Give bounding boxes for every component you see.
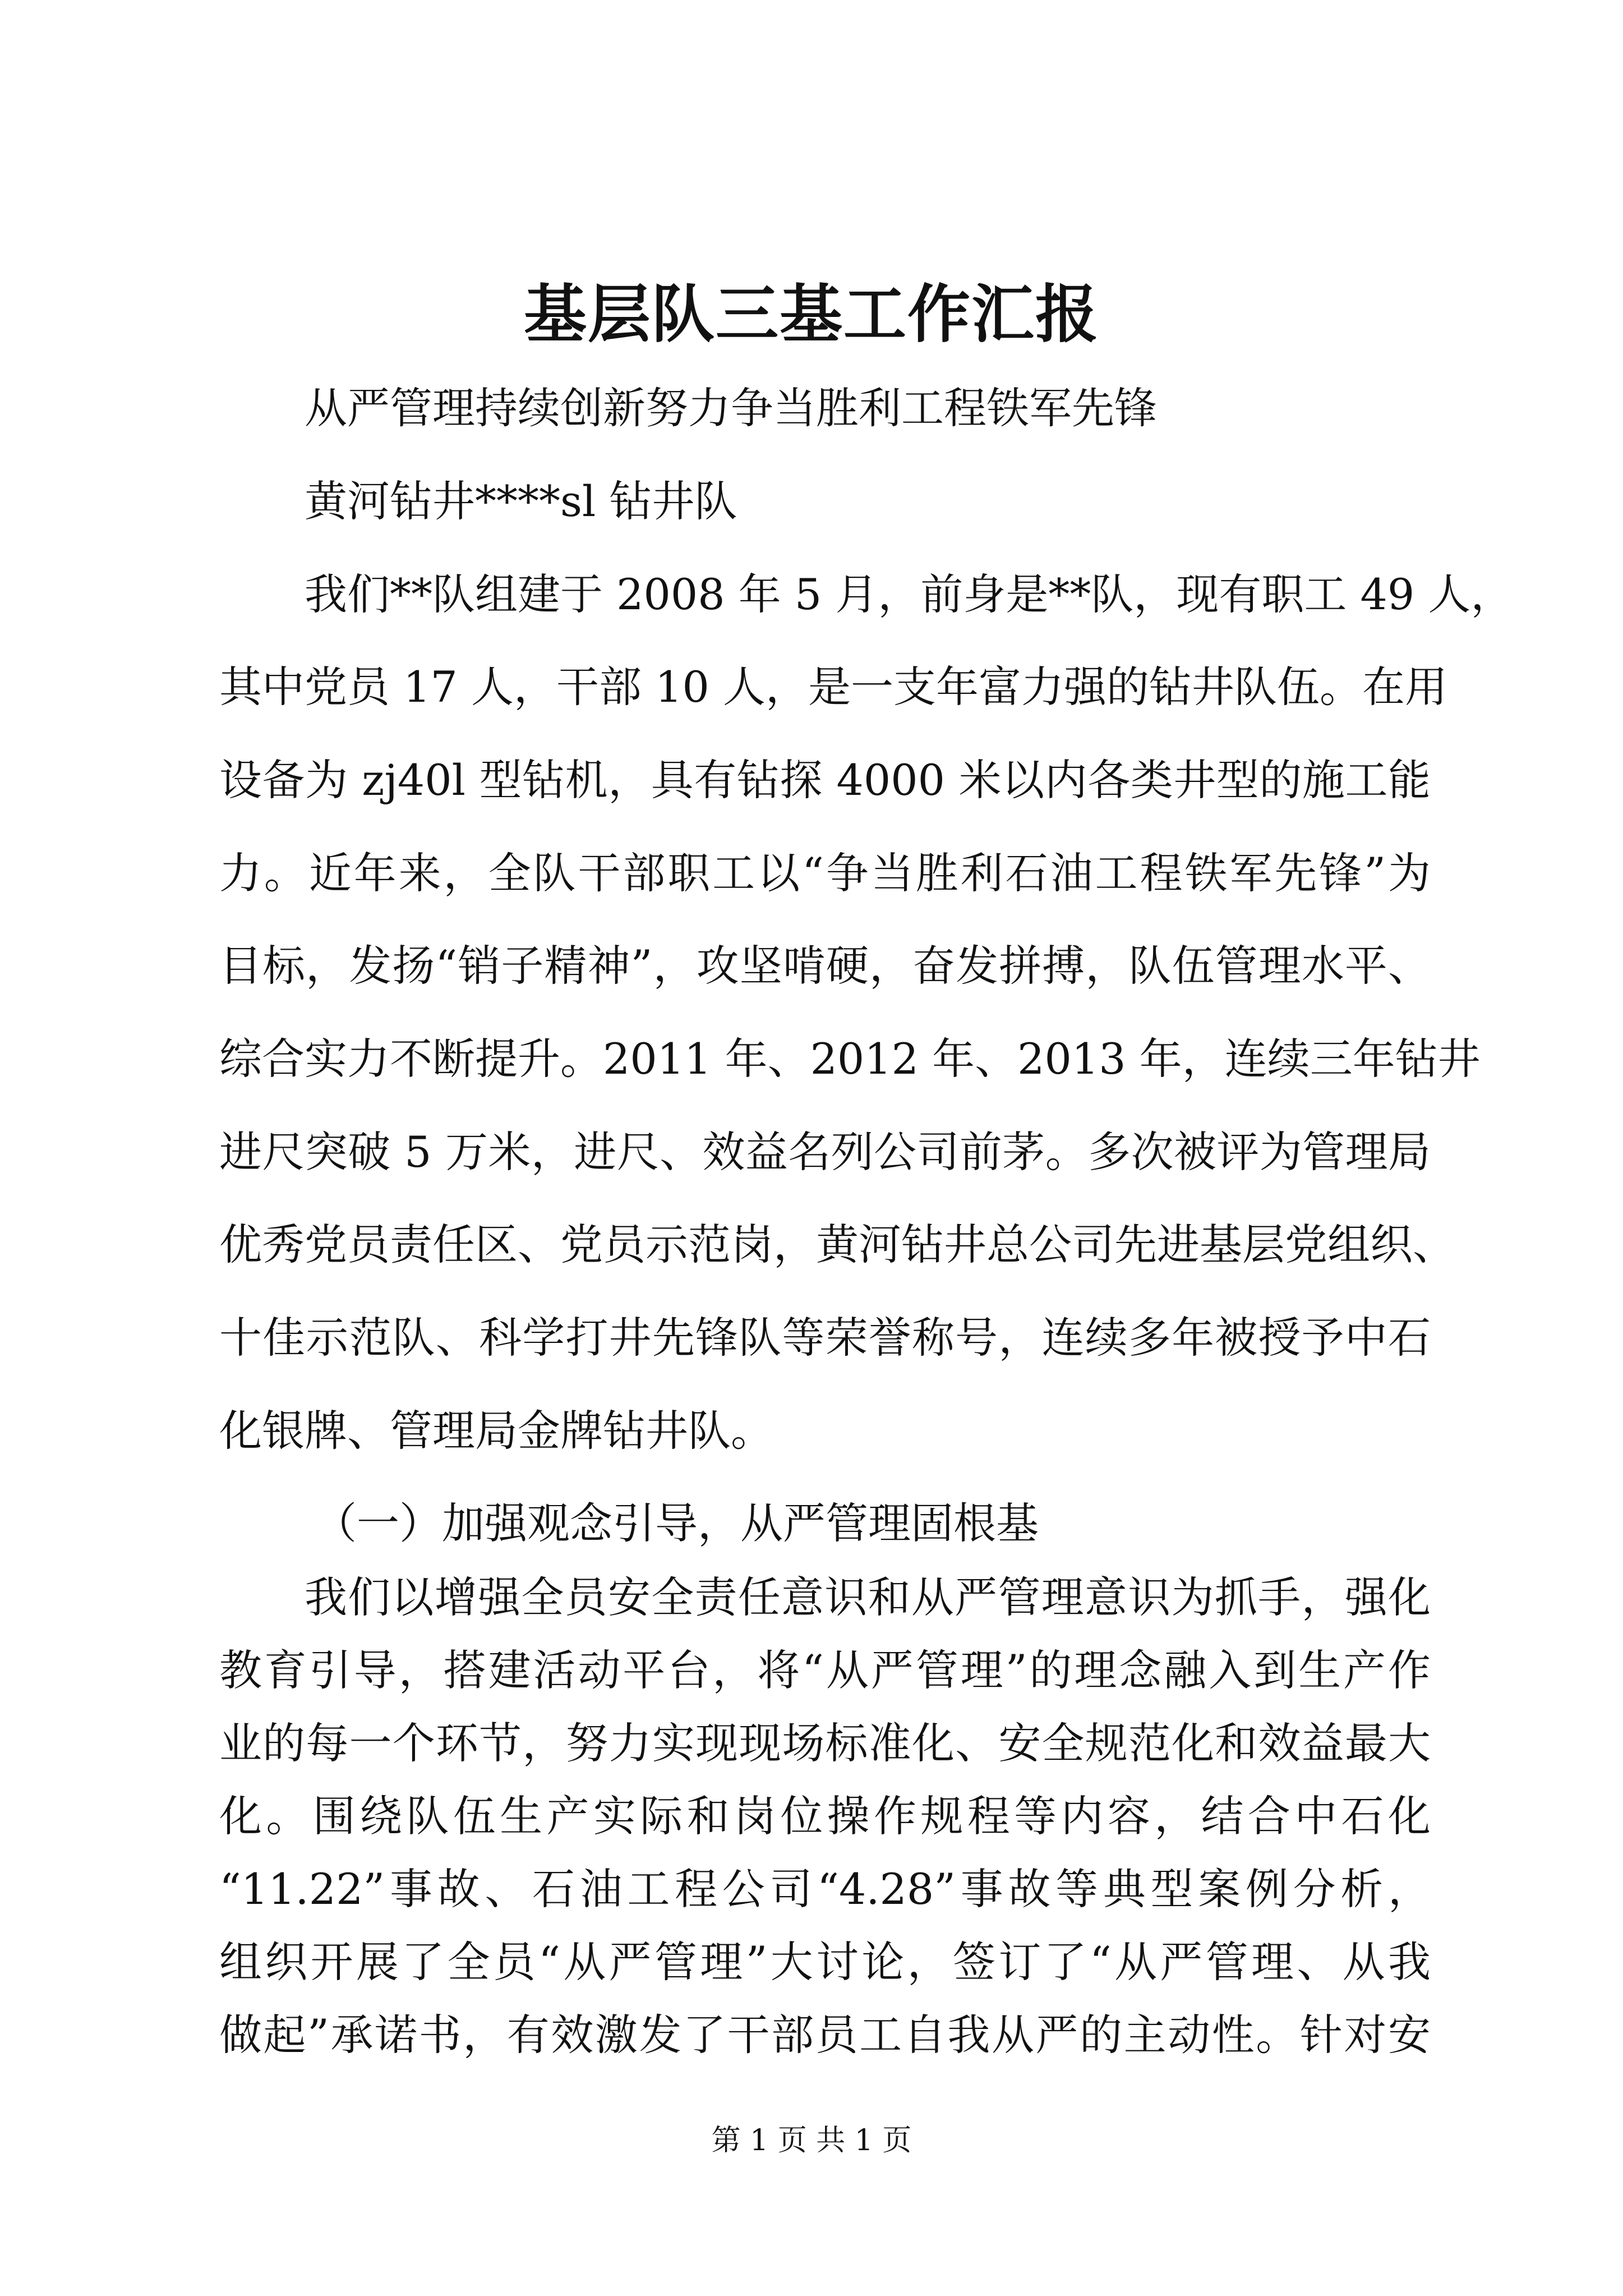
document-title: 基层队三基工作汇报 [524, 278, 1099, 351]
paragraph-line: 其中党员 17 人，干部 10 人，是一支年富力强的钻井队伍。在用 [219, 662, 1448, 712]
page-footer: 第 1 页 共 1 页 [711, 2124, 912, 2157]
paragraph-line: 教育引导，搭建活动平台，将“从严管理”的理念融入到生产作 [219, 1645, 1431, 1695]
paragraph-line: 化银牌、管理局金牌钻井队。 [219, 1406, 773, 1456]
paragraph-line: 我们**队组建于 2008 年 5 月，前身是**队，现有职工 49 人， [305, 569, 1514, 619]
paragraph-line: 化。围绕队伍生产实际和岗位操作规程等内容，结合中石化 [219, 1791, 1431, 1841]
document-unit: 黄河钻井****sl 钻井队 [305, 476, 737, 526]
paragraph-line: 综合实力不断提升。2011 年、2012 年、2013 年，连续三年钻井 [219, 1034, 1481, 1084]
paragraph-line: 业的每一个环节，努力实现现场标准化、安全规范化和效益最大 [219, 1718, 1431, 1768]
paragraph-line: 目标，发扬“销子精神”，攻坚啃硬，奋发拼搏，队伍管理水平、 [219, 941, 1431, 991]
section-heading: （一）加强观念引导，从严管理固根基 [314, 1498, 1039, 1548]
paragraph-line: 优秀党员责任区、党员示范岗，黄河钻井总公司先进基层党组织、 [219, 1220, 1455, 1269]
paragraph-line: “11.22”事故、石油工程公司“4.28”事故等典型案例分析， [219, 1864, 1431, 1914]
paragraph-line: 我们以增强全员安全责任意识和从严管理意识为抓手，强化 [305, 1572, 1431, 1622]
paragraph-line: 设备为 zj40l 型钻机，具有钻探 4000 米以内各类井型的施工能 [219, 755, 1431, 805]
paragraph-line: 十佳示范队、科学打井先锋队等荣誉称号，连续多年被授予中石 [219, 1313, 1431, 1363]
paragraph-line: 做起”承诺书，有效激发了干部员工自我从严的主动性。针对安 [219, 2010, 1431, 2060]
paragraph-line: 组织开展了全员“从严管理”大讨论，签订了“从严管理、从我 [219, 1937, 1431, 1987]
paragraph-line: 力。近年来，全队干部职工以“争当胜利石油工程铁军先锋”为 [219, 848, 1431, 898]
document-subtitle: 从严管理持续创新努力争当胜利工程铁军先锋 [305, 383, 1157, 433]
paragraph-line: 进尺突破 5 万米，进尺、效益名列公司前茅。多次被评为管理局 [219, 1127, 1431, 1177]
